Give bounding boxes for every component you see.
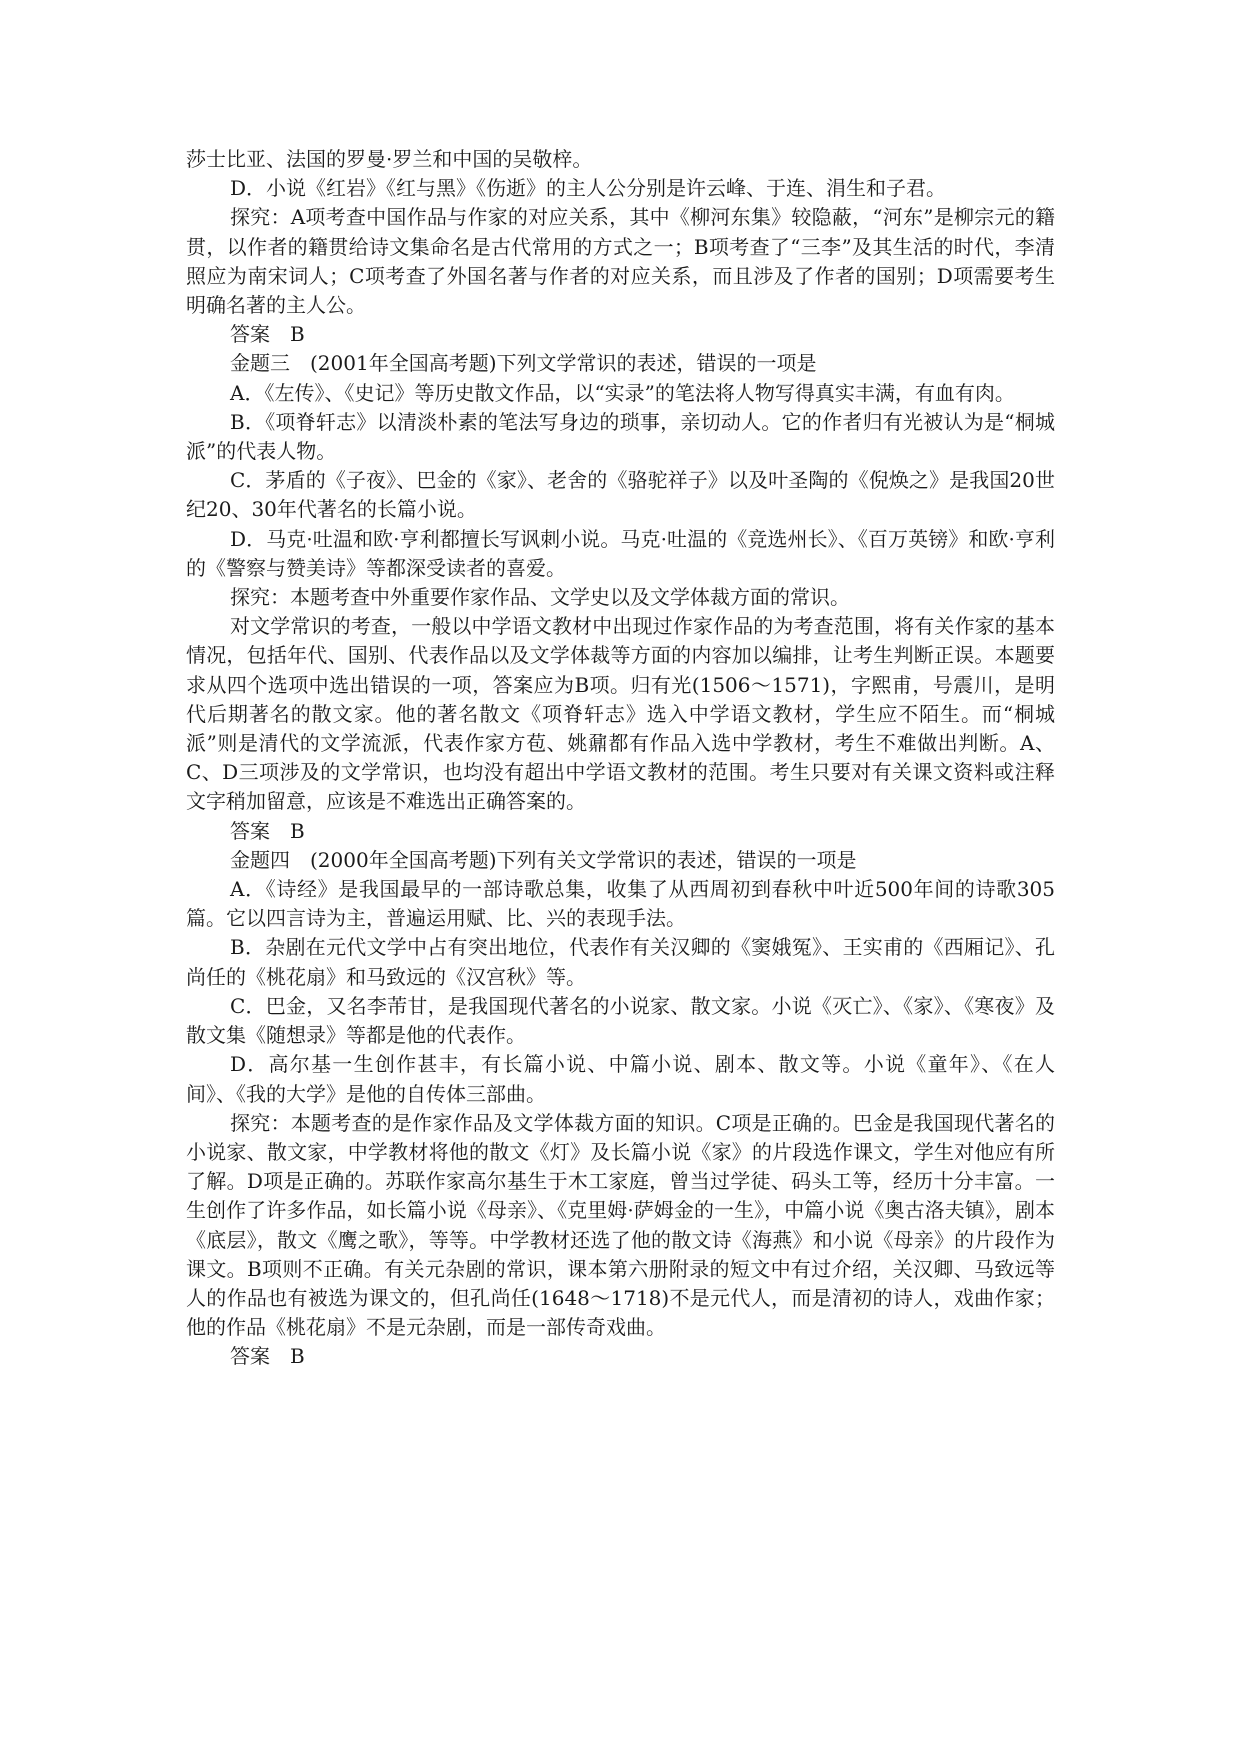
paragraph: D．小说《红岩》《红与黑》《伤逝》的主人公分别是许云峰、于连、涓生和子君。 (230, 176, 947, 201)
paragraph: 莎士比亚、法国的罗曼·罗兰和中国的吴敬梓。 (186, 147, 593, 171)
paragraph: 答案 B (230, 1344, 305, 1369)
paragraph: C．巴金，又名李芾甘，是我国现代著名的小说家、散文家。小说《灭亡》、《家》、《寒夜》及散文集《随想录》等都是他的代表作。 (186, 993, 1055, 1048)
paragraph: 探究：本题考查的是作家作品及文学体裁方面的知识。C项是正确的。巴金是我国现代著名的小说家、散文家，中学教材将他的散文《灯》及长篇小说《家》的片段选作课文，学生对他应有所了解。D项是正确的。苏联作家高尔基生于木工家庭，曾当过学徒、码头工等，经历十分丰富。一生创作了许多作品，如长篇小说《母亲》、《克里姆·萨姆金的一生》，中篇小说《奥古洛夫镇》，剧本《底层》，散文《鹰之歌》，等等。中学教材还选了他的散文诗《海燕》和小说《母亲》的片段作为课文。B项则不正确。有关元杂剧的常识，课本第六册附录的短文中有过介绍，关汉卿、马致远等人的作品也有被选为课文的，但孔尚任(1648～1718)不是元代人，而是清初的诗人，戏曲作家；他的作品《桃花扇》不是元杂剧，而是一部传奇戏曲。 (186, 1110, 1055, 1340)
paragraph: D．高尔基一生创作甚丰，有长篇小说、中篇小说、剧本、散文等。小说《童年》、《在人间》、《我的大学》是他的自传体三部曲。 (186, 1052, 1055, 1106)
paragraph: A．《诗经》是我国最早的一部诗歌总集，收集了从西周初到春秋中叶近500年间的诗歌305篇。它以四言诗为主，普遍运用赋、比、兴的表现手法。 (186, 877, 1055, 931)
paragraph: A．《左传》、《史记》等历史散文作品，以“实录”的笔法将人物写得真实丰满，有血有肉。 (230, 380, 1015, 405)
paragraph: 金题四 (2000年全国高考题)下列有关文学常识的表述，错误的一项是 (230, 847, 857, 872)
paragraph: C．茅盾的《子夜》、巴金的《家》、老舍的《骆驼祥子》以及叶圣陶的《倪焕之》是我国20世纪20、30年代著名的长篇小说。 (186, 468, 1055, 522)
paragraph: 金题三 (2001年全国高考题)下列文学常识的表述，错误的一项是 (230, 351, 817, 376)
paragraph: B．杂剧在元代文学中占有突出地位，代表作有关汉卿的《窦娥冤》、王实甫的《西厢记》、孔尚任的《桃花扇》和马致远的《汉宫秋》等。 (186, 935, 1055, 989)
paragraph: 探究：本题考查中外重要作家作品、文学史以及文学体裁方面的常识。 (230, 585, 850, 610)
paragraph: 对文学常识的考查，一般以中学语文教材中出现过作家作品的为考查范围，将有关作家的基本情况，包括年代、国别、代表作品以及文学体裁等方面的内容加以编排，让考生判断正误。本题要求从四个选项中选出错误的一项，答案应为B项。归有光(1506～1571)，字熙甫，号震川，是明代后期著名的散文家。他的著名散文《项脊轩志》选入中学语文教材，学生应不陌生。而“桐城派”则是清代的文学流派，代表作家方苞、姚鼐都有作品入选中学教材，考生不难做出判断。A、C、D三项涉及的文学常识，也均没有超出中学语文教材的范围。考生只要对有关课文资料或注释文字稍加留意，应该是不难选出正确答案的。 (186, 614, 1055, 814)
paragraph: 答案 B (230, 322, 305, 347)
paragraph: D．马克·吐温和欧·亨利都擅长写讽刺小说。马克·吐温的《竞选州长》、《百万英镑》和欧·亨利的《警察与赞美诗》等都深受读者的喜爱。 (186, 526, 1055, 580)
paragraph: 探究：A项考查中国作品与作家的对应关系，其中《柳河东集》较隐蔽，“河东”是柳宗元的籍贯，以作者的籍贯给诗文集命名是古代常用的方式之一；B项考查了“三李”及其生活的时代，李清照应为南宋词人；C项考查了外国名著与作者的对应关系，而且涉及了作者的国别；D项需要考生明确名著的主人公。 (186, 205, 1055, 318)
paragraph: B．《项脊轩志》以清淡朴素的笔法写身边的琐事，亲切动人。它的作者归有光被认为是“桐城派”的代表人物。 (186, 409, 1055, 464)
paragraph: 答案 B (230, 818, 305, 843)
